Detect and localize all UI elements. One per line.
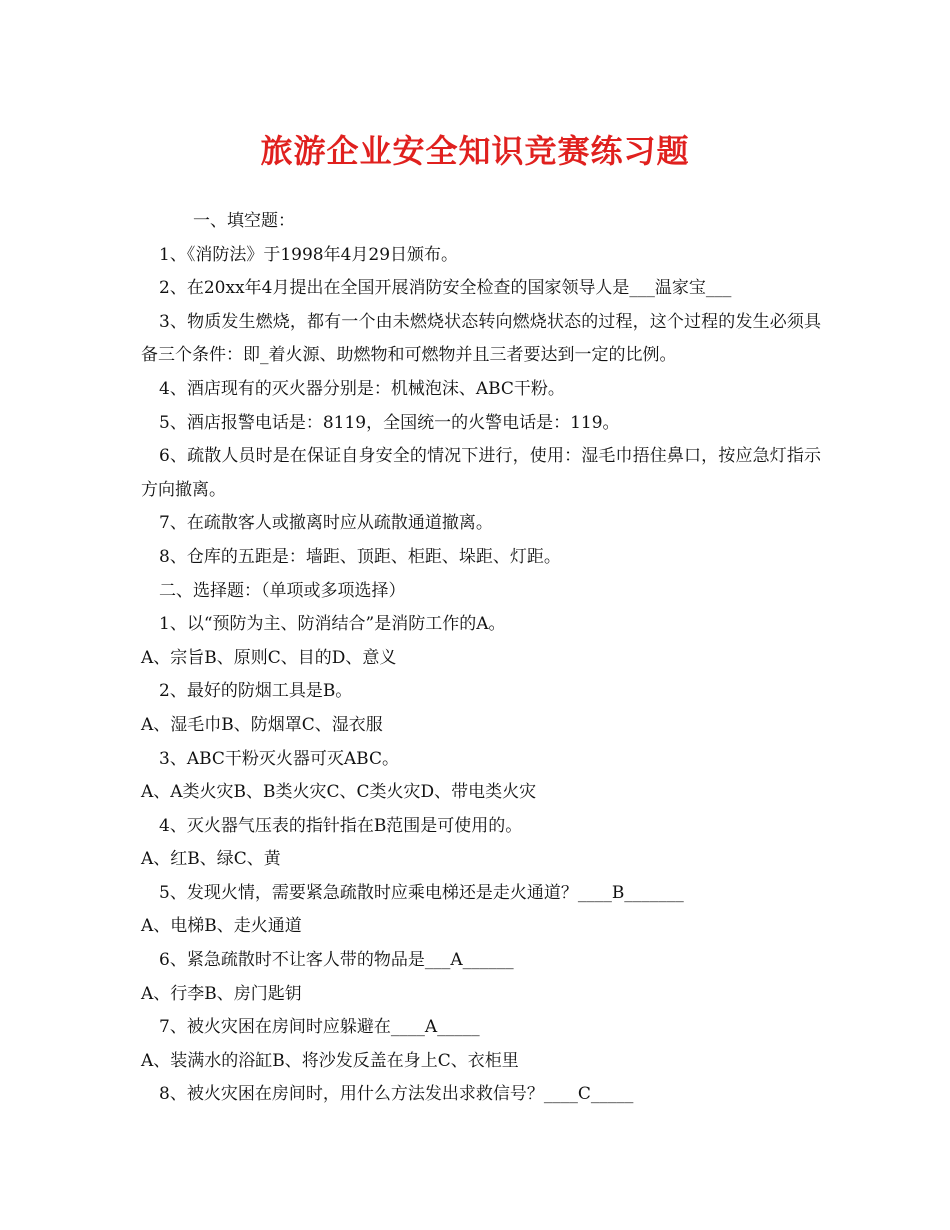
question-line: 7、在疏散客人或撤离时应从疏散通道撤离。 bbox=[159, 513, 493, 534]
document-title: 旅游企业安全知识竞赛练习题 bbox=[260, 132, 690, 170]
question-line: 8、仓库的五距是：墙距、顶距、柜距、垛距、灯距。 bbox=[159, 546, 561, 567]
section-heading-fill-in: 一、填空题： bbox=[193, 211, 295, 231]
options-line: A、湿毛巾B、防烟罩C、湿衣服 bbox=[141, 714, 383, 735]
options-line: A、装满水的浴缸B、将沙发反盖在身上C、衣柜里 bbox=[141, 1050, 519, 1071]
question-line: 8、被火灾困在房间时，用什么方法发出求救信号？____C_____ bbox=[159, 1084, 634, 1105]
question-line: 2、最好的防烟工具是B。 bbox=[159, 681, 353, 702]
question-line: 5、酒店报警电话是：8119，全国统一的火警电话是：119。 bbox=[159, 412, 620, 433]
question-line: 1、《消防法》于1998年4月29日颁布。 bbox=[159, 244, 459, 265]
options-line: A、电梯B、走火通道 bbox=[141, 916, 302, 937]
question-line: 2、在20xx年4月提出在全国开展消防安全检查的国家领导人是___温家宝___ bbox=[159, 278, 732, 299]
options-line: A、宗旨B、原则C、目的D、意义 bbox=[141, 647, 397, 668]
question-line: 3、ABC干粉灭火器可灭ABC。 bbox=[159, 748, 400, 769]
question-line: 4、灭火器气压表的指针指在B范围是可使用的。 bbox=[159, 815, 523, 836]
question-line: 5、发现火情，需要紧急疏散时应乘电梯还是走火通道？____B_______ bbox=[159, 882, 684, 903]
question-line: 7、被火灾困在房间时应躲避在____A_____ bbox=[159, 1017, 480, 1038]
question-line: 1、以“预防为主、防消结合”是消防工作的A。 bbox=[159, 614, 506, 635]
section-heading-choice: 二、选择题：（单项或多项选择） bbox=[159, 580, 406, 601]
options-line: A、行李B、房门匙钥 bbox=[141, 983, 302, 1004]
question-line: 6、紧急疏散时不让客人带的物品是___A______ bbox=[159, 950, 514, 971]
options-line: A、红B、绿C、黄 bbox=[141, 849, 281, 870]
question-line: 4、酒店现有的灭火器分别是：机械泡沫、ABC干粉。 bbox=[159, 378, 565, 399]
options-line: A、A类火灾B、B类火灾C、C类火灾D、带电类火灾 bbox=[141, 782, 537, 803]
question-line: 3、物质发生燃烧，都有一个由未燃烧状态转向燃烧状态的过程，这个过程的发生必须具备三个条件：即_着火源、助燃物和可燃物并且三者要达到一定的比例。 bbox=[141, 311, 821, 366]
question-line: 6、疏散人员时是在保证自身安全的情况下进行，使用：湿毛巾捂住鼻口，按应急灯指示方向撤离。 bbox=[141, 446, 821, 500]
document-body bbox=[141, 205, 821, 1112]
